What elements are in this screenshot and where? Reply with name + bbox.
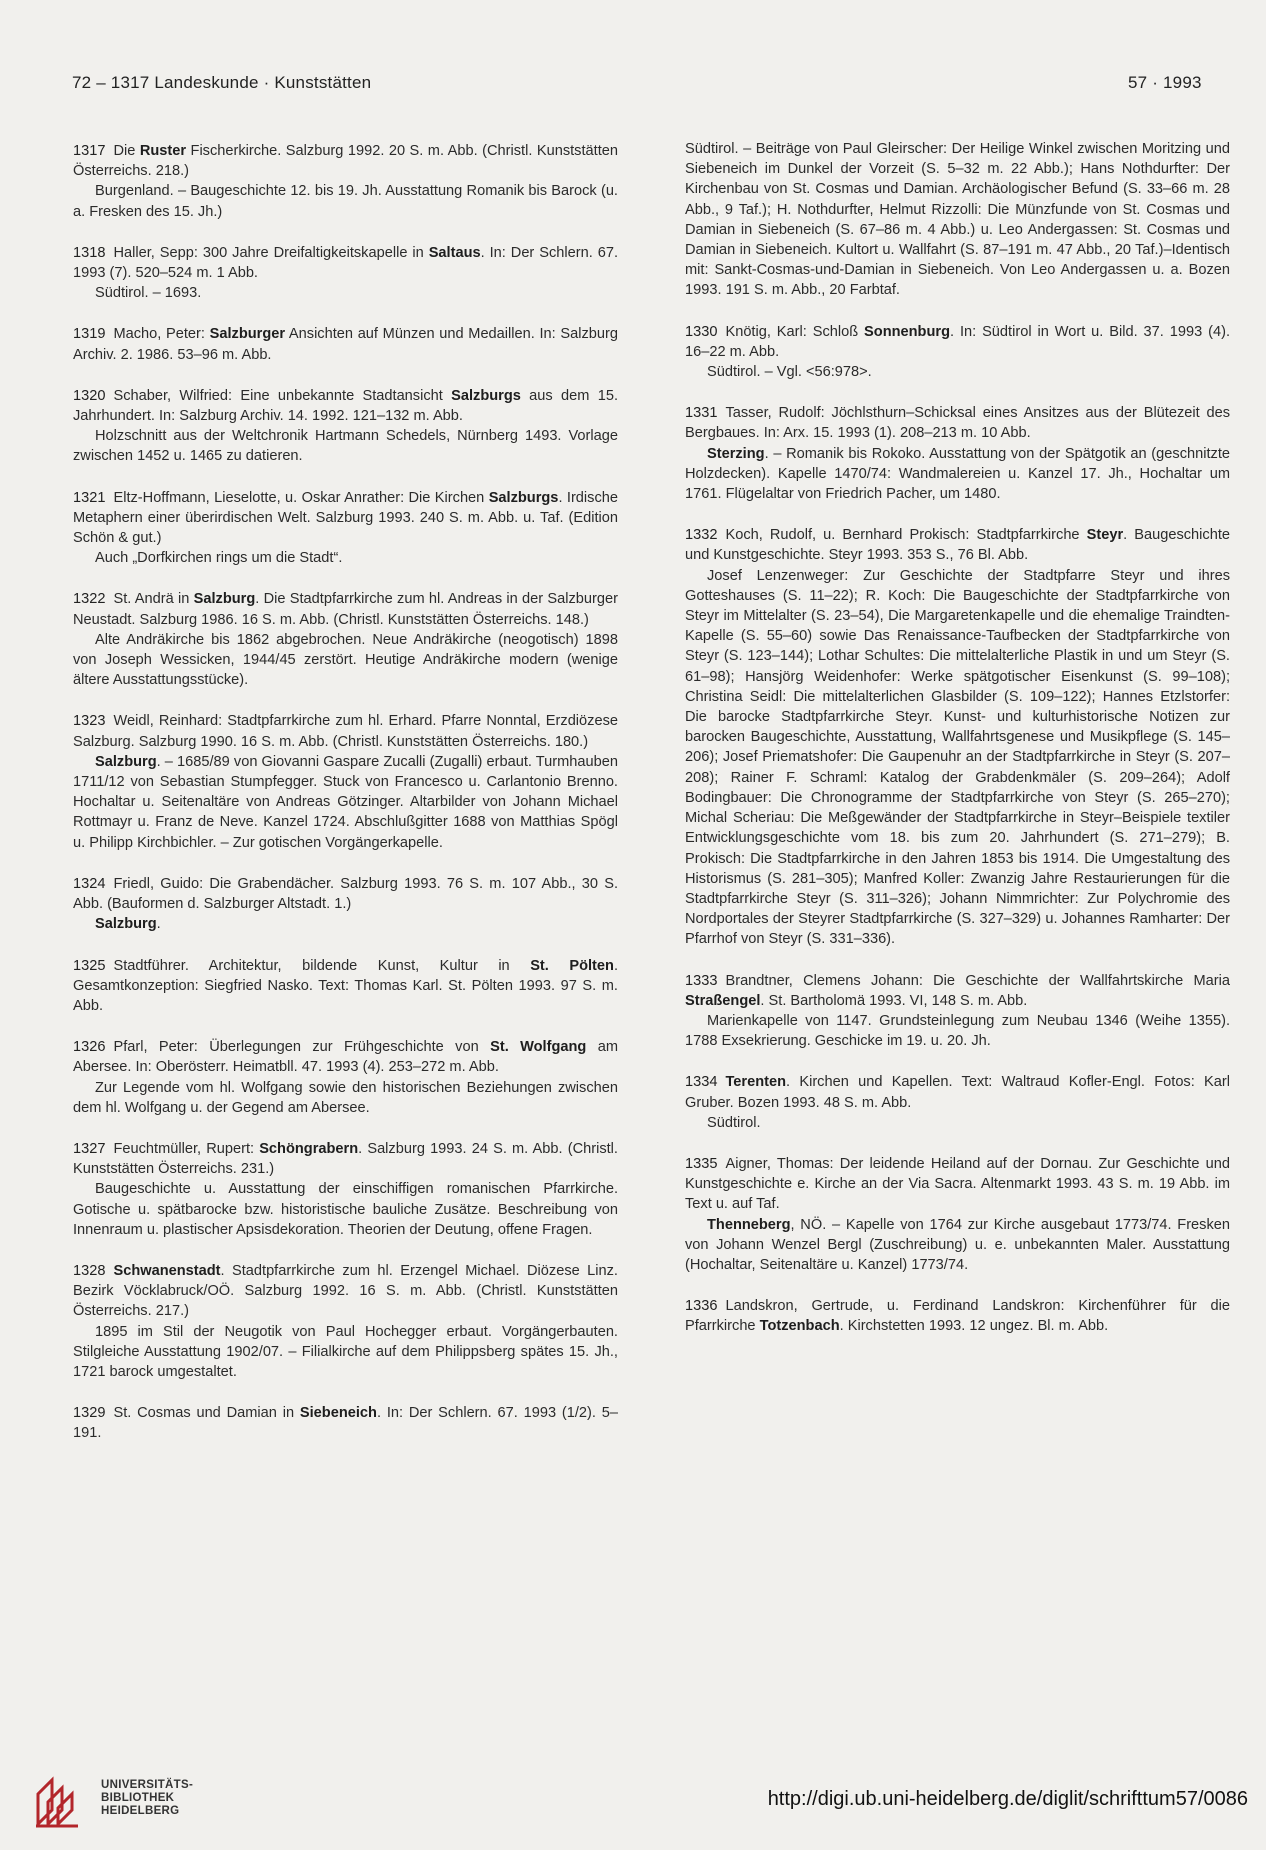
entry-text: Haller, Sepp: 300 Jahre Dreifaltigkeitskapelle in [113, 244, 429, 261]
keyword-place: Terenten [725, 1074, 787, 1091]
entry-text: am Abersee. In: Oberösterr. Heimatbll. 47. 1993 (4). 253–272 m. Abb. [73, 1039, 619, 1076]
entry-number: 1319 [73, 326, 106, 343]
entry-citation [685, 1154, 1230, 1215]
bibliography-entry [73, 141, 618, 222]
keyword-place: Straßengel [685, 992, 761, 1009]
keyword-place: Salzburg [95, 753, 157, 770]
entry-text: St. Cosmas und Damian in [113, 1405, 300, 1422]
entry-number: 1328 [73, 1262, 106, 1279]
entry-annotation: Holzschnitt aus der Weltchronik Hartmann Schedels, Nürnberg 1493. Vorlage zwischen 1452 u. 1465 zu datieren. [73, 428, 618, 465]
entry-text: Schaber, Wilfried: Eine unbekannte Stadtansicht [113, 387, 452, 404]
entry-annotation: Südtirol. – 1693. [95, 285, 202, 302]
entry-number: 1321 [73, 489, 106, 506]
entry-number: 1324 [73, 875, 106, 892]
bibliography-entry [73, 874, 618, 935]
entry-annotation: Auch „Dorfkirchen rings um die Stadt“. [95, 550, 343, 567]
entry-text: . Stadtpfarrkirche zum hl. Erzengel Michael. Diözese Linz. Bezirk Vöcklabruck/OÖ. Salzburg 1992. 16 S. m. Abb. (Christl. Kunststätten Österreichs. 217.) [73, 1262, 618, 1320]
entry-citation [73, 874, 618, 914]
entry-citation [73, 956, 618, 1017]
entry-number: 1322 [73, 591, 106, 608]
entry-number: 1326 [73, 1039, 106, 1056]
library-name [101, 1779, 193, 1818]
entry-citation [73, 243, 618, 283]
right-entries [685, 322, 1230, 1337]
library-name-line: HEIDELBERG [101, 1805, 180, 1817]
keyword-place: Sterzing [707, 445, 765, 462]
library-logo-icon [30, 1772, 90, 1832]
entry-number: 1330 [685, 323, 718, 340]
entry-number: 1333 [685, 972, 718, 989]
entry-annotation: Südtirol. [707, 1114, 761, 1131]
entry-annotation: Burgenland. – Baugeschichte 12. bis 19. Jh. Ausstattung Romanik bis Barock (u. a. Fresken des 15. Jh.) [73, 183, 618, 220]
bibliography-entry [73, 956, 618, 1017]
entry-text: . In: Südtirol in Wort u. Bild. 37. 1993 (4). 16–22 m. Abb. [685, 323, 1230, 360]
entry-annotation: Südtirol. – Vgl. <56:978>. [707, 364, 872, 381]
entry-annotation: Alte Andräkirche bis 1862 abgebrochen. Neue Andräkirche (neogotisch) 1898 von Joseph Wessicken, 1944/45 zerstört. Heutige Andräkirche modern (wenige ältere Ausstattungsstücke). [73, 631, 618, 689]
entry-text: . St. Bartholomä 1993. VI, 148 S. m. Abb. [760, 992, 1028, 1009]
bibliography-entry [685, 1154, 1230, 1275]
bibliography-entry [73, 1261, 618, 1382]
entry-citation [73, 141, 618, 181]
bibliography-entry [685, 971, 1230, 1052]
bibliography-entry [73, 488, 618, 569]
entry-text: . Irdische Metaphern einer überirdischen Welt. Salzburg 1993. 240 S. m. Abb. u. Taf. (Edition Schön & gut.) [73, 489, 618, 547]
entry-text: . Kirchen und Kapellen. Text: Waltraud Kofler-Engl. Fotos: Karl Gruber. Bozen 1993. 48 S. m. Abb. [685, 1074, 1230, 1111]
running-header-right: 57 · 1993 [1128, 73, 1202, 92]
entry-text: . – Romanik bis Rokoko. Ausstattung von der Spätgotik an (geschnitzte Holzdecken). Kapelle 1470/74: Wandmalereien u. Kanzel 17. Jh., Hochaltar um 1761. Flügelaltar von Friedrich Pacher, um 1480. [685, 445, 1230, 503]
entry-text: . Gesamtkonzeption: Siegfried Nasko. Text: Thomas Karl. St. Pölten 1993. 97 S. m. Abb. [73, 957, 618, 1014]
entry-citation [73, 1037, 618, 1077]
bibliography-entry [73, 243, 618, 304]
bibliography-entry [73, 711, 618, 852]
keyword-place: St. Wolfgang [490, 1039, 587, 1056]
library-name-line: UNIVERSITÄTS- [101, 1779, 194, 1791]
entry-text: Feuchtmüller, Rupert: [113, 1140, 260, 1157]
entry-number: 1318 [73, 244, 106, 261]
entry-citation [685, 971, 1230, 1011]
entry-text: , NÖ. – Kapelle von 1764 zur Kirche ausgebaut 1773/74. Fresken von Johann Wenzel Bergl (Zuschreibung) u. e. unbekannten Maler. Ausstattung (Hochaltar, Seitenaltäre u. Kanzel) 1773/74. [685, 1216, 1230, 1273]
entry-text: Knötig, Karl: Schloß [725, 323, 865, 340]
entry-citation [685, 1072, 1230, 1112]
bibliography-entry [73, 1139, 618, 1240]
entry-text: Friedl, Guido: Die Grabendächer. Salzburg 1993. 76 S. m. 107 Abb., 30 S. Abb. (Bauformen d. Salzburger Altstadt. 1.) [73, 875, 618, 913]
bibliography-entry [685, 1072, 1230, 1133]
keyword-place: Salzburg [95, 916, 157, 933]
entry-text: . Kirchstetten 1993. 12 ungez. Bl. m. Abb. [839, 1318, 1109, 1335]
entry-annotation [685, 444, 1230, 505]
entry-number: 1320 [73, 387, 106, 404]
entry-text: Brandtner, Clemens Johann: Die Geschichte der Wallfahrtskirche Maria [725, 972, 1230, 989]
entry-annotation [685, 1215, 1230, 1276]
entry-annotation: Zur Legende vom hl. Wolfgang sowie den historischen Beziehungen zwischen dem hl. Wolfgang u. der Gegend am Abersee. [73, 1079, 618, 1116]
entry-number: 1331 [685, 405, 718, 422]
entry-citation [73, 1139, 618, 1179]
entry-text: . Salzburg 1993. 24 S. m. Abb. (Christl. Kunststätten Österreichs. 231.) [73, 1140, 618, 1178]
entry-citation [73, 1261, 618, 1322]
bibliography-entry [685, 1296, 1230, 1336]
bibliography-entry [73, 589, 618, 690]
continued-text: Südtirol. – Beiträge von Paul Gleirscher: Der Heilige Winkel zwischen Moritzing und Siebeneich im Dunkel der Vorzeit (S. 5–32 m. 22 Abb.); Hans Nothdurfter: Der Kirchenbau von St. Cosmas und Damian. Archäologischer Befund (S. 33–66 m. 28 Abb., 9 Taf.); H. Nothdurfter, Helmut Rizzolli: Die Münzfunde von St. Cosmas und Damian in Siebeneich (S. 67–86 m. 4 Abb.) u. Leo Andergassen: St. Cosmas und Damian in Siebeneich. Kultort u. Wallfahrt (S. 87–191 m. 47 Abb., 20 Taf.)–Identisch mit: Sankt-Cosmas-und-Damian in Siebeneich. Von Leo Andergassen u. a. Bozen 1993. 191 S. m. Abb., 20 Farbtaf. [685, 141, 1230, 299]
entry-text: . In: Der Schlern. 67. 1993 (1/2). 5–191. [73, 1405, 619, 1442]
entry-text: . Baugeschichte und Kunstgeschichte. Steyr 1993. 353 S., 76 Bl. Abb. [685, 527, 1230, 564]
running-header-left: 72 – 1317 Landeskunde · Kunststätten [72, 73, 372, 92]
bibliography-entry [73, 324, 618, 364]
entry-text: Ansichten auf Münzen und Medaillen. In: Salzburg Archiv. 2. 1986. 53–96 m. Abb. [73, 326, 618, 363]
keyword-place: Schwanenstadt [113, 1262, 221, 1279]
entry-citation [73, 324, 618, 364]
bibliography-entry [685, 403, 1230, 504]
entry-text: St. Andrä in [113, 591, 194, 608]
bibliography-entry [685, 322, 1230, 383]
entry-citation [685, 525, 1230, 565]
entry-annotation [73, 752, 618, 853]
entry-citation [685, 403, 1230, 443]
entry-annotation [73, 914, 618, 934]
entry-text: Landskron, Gertrude, u. Ferdinand Landskron: Kirchenführer für die Pfarrkirche [685, 1298, 1230, 1335]
left-column [73, 141, 618, 1465]
entry-text: Weidl, Reinhard: Stadtpfarrkirche zum hl. Erhard. Pfarre Nonntal, Erzdiözese Salzburg. Salzburg 1990. 16 S. m. Abb. (Christl. Kunststätten Österreichs. 180.) [73, 713, 618, 750]
entry-citation [73, 711, 618, 751]
keyword-place: St. Pölten [530, 957, 614, 974]
keyword-place: Steyr [1086, 527, 1124, 544]
entry-text: Fischerkirche. Salzburg 1992. 20 S. m. Abb. (Christl. Kunststätten Österreichs. 218.) [73, 143, 618, 180]
entry-citation [73, 488, 618, 549]
entry-annotation: Josef Lenzenweger: Zur Geschichte der Stadtpfarre Steyr und ihres Gotteshauses (S. 11–22); R. Koch: Die Baugeschichte der Stadtpfarrkirche von Steyr im Mittelalter (S. 23–54), Die Margaretenkapelle und die ehemalige Traindten-Kapelle (S. 55–60) sowie Das Renaissance-Taufbecken der Stadtpfarrkirche von Steyr (S. 123–144); Lothar Schultes: Die mittelalterliche Plastik in und um Steyr (S. 61–98); Hansjörg Weidenhofer: Werke spätgotischer Eisenkunst (S. 99–108); Christina Seidl: Die mittelalterlichen Glasbilder (S. 109–122); Hannes Etzlstorfer: Die barocke Stadtpfarrkirche Steyr. Kunst- und kulturhistorische Notizen zur barocken Baugeschichte, Ausstattung, Wallfahrtsgenese und Musikpflege (S. 145–206); Josef Priematshofer: Die Gaupenuhr an der Stadtpfarrkirche in Steyr (S. 207–208); Rainer F. Schraml: Katalog der Grabdenkmäler (S. 209–264); Adolf Bodingbauer: Die Chronogramme der Stadtpfarrkirche von Steyr (S. 265–270); Michal Scheriau: Die Meßgewänder der Stadtpfarrkirche in Steyr–Beispiele textiler Entwicklungsgeschichte vom 18. bis zum 20. Jahrhundert (S. 271–279); B. Prokisch: Die Stadtpfarrkirche in den Jahren 1853 bis 1914. Die Umgestaltung des Historismus (S. 281–305); Manfred Koller: Zwanzig Jahre Restaurierungen für die Stadtpfarrkirche Steyr (S. 311–326); Johann Nimmrichter: Zur Polychromie des Nordportales der Steyrer Stadtpfarrkirche (S. 327–329) u. Johannes Ramharter: Der Pfarrhof von Steyr (S. 331–336). [685, 567, 1230, 948]
entry-annotation: Baugeschichte u. Ausstattung der einschiffigen romanischen Pfarrkirche. Gotische u. spätbarocke bzw. historistische bauliche Zusätze. Beschreibung von Innenraum u. plastischer Apsisdekoration. Theorien der Deutung, offene Fragen. [73, 1181, 618, 1238]
entry-text: Tasser, Rudolf: Jöchlsthurn–Schicksal eines Ansitzes aus der Blütezeit des Bergbaues. In: Arx. 15. 1993 (1). 208–213 m. 10 Abb. [685, 405, 1230, 442]
bibliography-entry [73, 1403, 618, 1443]
entry-text: . Die Stadtpfarrkirche zum hl. Andreas in der Salzburger Neustadt. Salzburg 1986. 16 S. m. Abb. (Christl. Kunststätten Österreichs. 148.) [73, 591, 618, 628]
entry-citation [73, 386, 618, 426]
source-url[interactable]: http://digi.ub.uni-heidelberg.de/diglit/schrifttum57/0086 [767, 1788, 1248, 1810]
bibliography-entry [73, 386, 618, 467]
keyword-place: Saltaus [428, 244, 481, 261]
keyword-place: Totzenbach [759, 1318, 840, 1335]
entry-citation [685, 322, 1230, 362]
entry-text: aus dem 15. Jahrhundert. In: Salzburg Archiv. 14. 1992. 121–132 m. Abb. [73, 387, 619, 425]
keyword-place: Ruster [139, 143, 187, 159]
entry-text: Aigner, Thomas: Der leidende Heiland auf der Dornau. Zur Geschichte und Kunstgeschichte e. Kirche an der Via Sacra. Altenmarkt 1993. 43 S. m. 19 Abb. im Text u. auf Taf. [685, 1155, 1230, 1213]
entry-text: Macho, Peter: [113, 326, 210, 343]
entry-number: 1335 [685, 1155, 718, 1172]
entry-text: Pfarl, Peter: Überlegungen zur Frühgeschichte von [113, 1039, 491, 1056]
entry-number: 1327 [73, 1140, 106, 1157]
entry-number: 1332 [685, 527, 718, 544]
continued-annotation [685, 139, 1230, 301]
bibliography-entry [685, 525, 1230, 949]
keyword-place: Salzburgs [451, 387, 521, 404]
entry-number: 1323 [73, 713, 106, 730]
keyword-place: Schöngrabern [259, 1140, 359, 1157]
keyword-place: Siebeneich [299, 1405, 377, 1422]
entry-text: Koch, Rudolf, u. Bernhard Prokisch: Stadtpfarrkirche [725, 527, 1087, 544]
entry-citation [73, 1403, 618, 1443]
entry-number: 1334 [685, 1074, 718, 1091]
entry-text: . [156, 916, 161, 933]
entry-citation [685, 1296, 1230, 1336]
library-name-line: BIBLIOTHEK [101, 1792, 175, 1804]
entry-text: . – 1685/89 von Giovanni Gaspare Zucalli (Zugalli) erbaut. Turmhauben 1711/12 von Sebastian Stumpfegger. Stuck von Francesco u. Carlantonio Brenno. Hochaltar u. Seitenaltäre von Andreas Götzinger. Altarbilder von Johann Michael Rottmayr u. Franz de Neve. Kanzel 1724. Abschlußgitter 1688 von Matthias Spögl u. Philipp Kirchbichler. – Zur gotischen Vorgängerkapelle. [73, 753, 618, 851]
entry-text: Die [113, 143, 140, 159]
keyword-place: Thenneberg [707, 1216, 791, 1233]
entry-number: 1329 [73, 1405, 106, 1422]
keyword-place: Salzburg [193, 591, 256, 608]
keyword-place: Sonnenburg [864, 323, 950, 340]
keyword-place: Salzburgs [488, 489, 559, 506]
entry-number: 1325 [73, 957, 106, 974]
entry-citation [73, 589, 618, 629]
right-column [685, 139, 1230, 1358]
bibliography-entry [73, 1037, 618, 1118]
entry-annotation: Marienkapelle von 1147. Grundsteinlegung zum Neubau 1346 (Weihe 1355). 1788 Exsekrierung. Geschicke im 19. u. 20. Jh. [685, 1012, 1230, 1050]
entry-text: Eltz-Hoffmann, Lieselotte, u. Oskar Anrather: Die Kirchen [113, 489, 489, 506]
entry-annotation: 1895 im Stil der Neugotik von Paul Hochegger erbaut. Vorgängerbauten. Stilgleiche Ausstattung 1902/07. – Filialkirche auf dem Philippsberg spätes 15. Jh., 1721 barock umgestaltet. [73, 1323, 618, 1380]
entry-number: 1317 [73, 143, 106, 159]
entry-text: . In: Der Schlern. 67. 1993 (7). 520–524 m. 1 Abb. [73, 244, 618, 282]
entry-text: Stadtführer. Architektur, bildende Kunst, Kultur in [113, 957, 531, 974]
keyword-place: Salzburger [209, 326, 286, 343]
entry-number: 1336 [685, 1298, 718, 1315]
